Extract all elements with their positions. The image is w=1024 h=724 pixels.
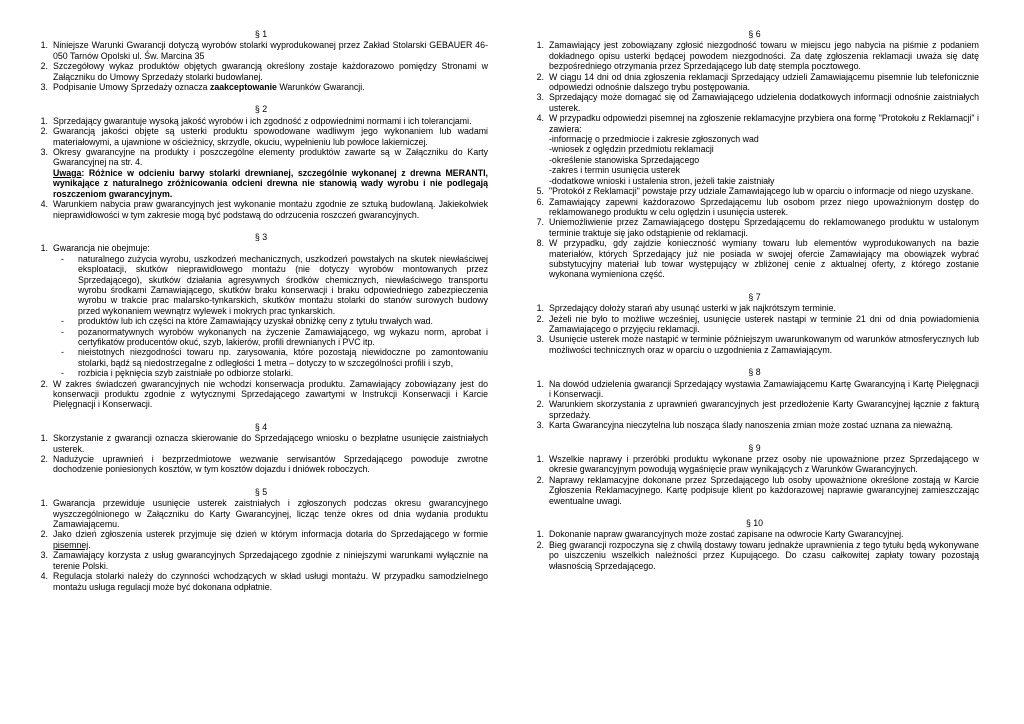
list-item [530,540,979,571]
left-column [34,29,488,592]
item-number: 4. [40,571,48,582]
list-item [530,303,979,313]
item-number: 1. [40,498,48,509]
item-number: 3. [40,82,48,93]
list-item [530,186,979,196]
item-number: 1. [536,303,544,314]
exclusion-item [53,347,488,368]
item-number: 2. [536,539,544,550]
underlined-term: pisemnej [53,539,89,550]
section [530,443,979,506]
item-text: Uniemożliwienie przez Zamawiającego dostępu Sprzedającemu do reklamowanego produktu w ustalonym terminie traktuje się jako odstąpienie od reklamacji. [549,217,979,238]
item-text: Karta Gwarancyjna nieczytelna lub nosząca ślady nanoszenia zmian może zostać uznana za nieważną. [549,420,953,431]
section-item-list [530,40,979,279]
section-heading: § 4 [254,421,268,432]
right-column [530,29,979,571]
item-text: Nadużycie uprawnień i bezprzedmiotowe wezwanie serwisantów Sprzedającego powoduje zwrotne dochodzenie poniesionych kosztów, w tym kosztów dojazdu i dniówek roboczych. [53,454,488,475]
item-text: Dokonanie napraw gwarancyjnych może zostać zapisane na odwrocie Karty Gwarancyjnej. [549,529,904,540]
item-text: Regulacja stolarki należy do czynności wchodzących w skład usługi montażu. W przypadku samodzielnego montażu usługa regulacji może być dokonana odpłatnie. [53,571,488,592]
item-text: W ciągu 14 dni od dnia zgłoszenia reklamacji Sprzedający udzieli Zamawiającemu pisemnie lub telefonicznie odpowiedzi odnośnie dalszego trybu postępowania. [549,71,979,93]
list-item [34,40,488,61]
note-text: : Różnice w odcieniu barwy stolarki drewnianej, szczególnie wykonanej z drewna MERANTI, wynikające z naturalnego zróżnicowania odcieni drewna nie stanowią wady wyrobu i nie podlegają roszczeniom gwarancyjnym. [53,167,488,199]
item-number: 2. [536,474,544,485]
exclusion-item [53,327,488,348]
list-item [530,72,979,93]
section [34,422,488,475]
exclusion-text: produktów lub ich części na które Zamawiający uzyskał obniżkę ceny z tytułu trwałych wad. [78,316,433,327]
protocol-content-line: -informację o przedmiocie i zakresie zgłoszonych wad [549,134,759,145]
item-text-tail: Warunków Gwarancji. [276,82,365,93]
item-text: "Protokół z Reklamacji" powstaje przy udziale Zamawiającego lub w oparciu o informacje od niego uzyskane. [549,186,974,197]
item-text: W przypadku, gdy zajdzie konieczność wymiany towaru lub elementów wyprodukowanych na bazie materiałów, których Sprzedający już nie posiada w swojej ofercie Zamawiający ma obowiązek wybrać substytucyjny materiał lub towar występujący w zbliżonej cenie z aktualnej oferty, z którego zostanie wykonana wymieniona część. [549,238,979,280]
item-number: 1. [40,243,48,254]
item-number: 3. [536,334,544,345]
dash-bullet: - [61,316,64,327]
list-item [530,314,979,335]
section [530,518,979,571]
section [34,104,488,219]
list-item [34,126,488,147]
item-text: Sprzedający gwarantuje wysoką jakość wyrobów i ich zgodność z odpowiednimi normami i ich tolerancjami. [53,115,472,126]
exclusion-item [53,368,488,378]
item-text: Niniejsze Warunki Gwarancji dotyczą wyrobów stolarki wyprodukowanej przez Zakład Stolarski GEBAUER 46-050 Tarnów Opolski ul. Św. Marcina 35 [53,40,488,61]
item-text: Wszelkie naprawy i przeróbki produktu wykonane przez osoby nie upoważnione przez Sprzedającego w okresie gwarancyjnym powodują wygaśnięcie praw wynikających z Warunków Gwarancyjnych. [549,454,979,475]
item-number: 7. [536,217,544,228]
exclusion-item [53,254,488,316]
dash-bullet: - [61,253,64,264]
item-text-tail: . [88,539,91,550]
item-text: Usunięcie usterek może nastąpić w terminie późniejszym uwarunkowanym od warunków atmosferycznych lub możliwości technicznych oraz w oparciu o uzgodnienia z Zamawiającym. [549,334,979,355]
section-item-list [530,529,979,571]
list-item [34,454,488,475]
section [530,29,979,280]
note-label: Uwaga [53,167,82,178]
list-item [530,399,979,420]
list-item [34,82,488,92]
item-number: 1. [536,378,544,389]
item-text: Bieg gwarancji rozpoczyna się z chwilą dostawy towaru jednakże uprawnienia z tego tytułu będą wykonywane po uiszczeniu wszelkich należności przez Kupującego. Do czasu całkowitej zapłaty towary pozostają własnością Sprzedającego. [549,539,979,571]
dash-bullet: - [61,347,64,358]
section-item-list [34,243,488,410]
section [34,29,488,92]
list-item [34,529,488,550]
item-text: Szczegółowy wykaz produktów objętych gwarancją określony zostaje każdorazowo pomiędzy Stronami w Załączniku do Umowy Sprzedaży stolarki budowlanej. [53,61,488,82]
section-item-list [34,40,488,92]
item-text: Warunkiem nabycia praw gwarancyjnych jest wykonanie montażu zgodnie ze sztuką budowlaną. Jakiekolwiek nieprawidłowości w tym zakresie mogą być podstawą do odrzucenia roszczeń gwarancyjnych. [53,199,488,220]
item-text: Zamawiający jest zobowiązany zgłosić niezgodność towaru w miejscu jego nabycia na piśmie z podaniem dokładnego opisu usterki będącej powodem niezgodności. Za datę zgłoszenia reklamacji uważa się datę bezpośredniego otrzymania przez Sprzedającego lub datę stempla pocztowego. [549,40,979,72]
section-item-list [34,498,488,592]
item-text: Zamawiający zapewni każdorazowo Sprzedającemu lub osobom przez niego upoważnionym dostęp do reklamowanego produktu w celu oględzin i usunięcia usterek. [549,196,979,217]
list-item [530,217,979,238]
item-number: 1. [536,454,544,465]
section-item-list [530,454,979,506]
list-item [530,420,979,430]
section-item-list [34,116,488,220]
exclusion-item [53,316,488,326]
list-item [530,454,979,475]
item-number: 5. [536,186,544,197]
section [530,292,979,355]
item-number: 2. [40,454,48,465]
exclusion-list [53,254,488,379]
list-item [34,379,488,410]
section-heading: § 3 [254,231,268,242]
item-text: Zamawiający korzysta z usług gwarancyjnych Sprzedającego zgodnie z niniejszymi warunkami wyłącznie na terenie Polski. [53,550,488,571]
item-number: 2. [536,399,544,410]
item-number: 2. [40,378,48,389]
item-text: Naprawy reklamacyjne dokonane przez Sprzedającego lub osoby upoważnione określone zostają w Karcie Zgłoszenia Reklamacyjnego. Kartę podpisuje klient po każdorazowej naprawie gwarancyjnej zamieszczając ewentualne uwagi. [549,474,979,506]
section-heading: § 8 [748,367,761,378]
section-heading: § 1 [254,29,268,39]
item-number: 2. [40,529,48,540]
item-number: 2. [536,71,544,82]
item-number: 3. [40,550,48,561]
dash-bullet: - [61,326,64,337]
list-item [530,113,979,186]
section-heading: § 2 [254,104,268,115]
list-item [530,197,979,218]
exclusion-text: naturalnego zużycia wyrobu, uszkodzeń mechanicznych, uszkodzeń powstałych na skutek niewłaściwej eksploatacji, skutków nieprawidłowego montażu (nie dotyczy wyrobów montowanych przez Sprzedającego), skutków działania agresywnych środków chemicznych, niewłaściwego transportu wyrobu środkami Zamawiającego, skutków braku konserwacji i braku odpowiedniego zabezpieczenia wyrobu w trakcie prac malarsko-tynkarskich, skutków montażu stolarki do stanów surowych budowy przed wykonaniem wewnątrz wylewek i mokrych prac tynkarskich. [78,253,488,316]
item-text: Jeżeli nie było to możliwe wcześniej, usunięcie usterek nastąpi w terminie 21 dni od dnia powiadomienia Zamawiającego o przyjęciu reklamacji. [549,313,979,334]
list-item [34,498,488,529]
section [34,232,488,410]
item-number: 2. [536,313,544,324]
section [530,367,979,430]
item-number: 3. [536,92,544,103]
item-text: Sprzedający dołoży starań aby usunąć usterki w jak najkrótszym terminie. [549,303,836,314]
item-number: 8. [536,238,544,249]
list-item [34,116,488,126]
exclusion-text: nieistotnych niezgodności towaru np. zarysowania, które pozostają niewidoczne po zamontowaniu stolarki, bądź są niedostrzegalne z odległości 1 metra – dotyczy to w szczególności profili i szyb, [78,347,488,368]
protocol-content-line: -wniosek z oględzin przedmiotu reklamacji [549,144,714,155]
item-text: Sprzedający może domagać się od Zamawiającego udzielenia dodatkowych informacji odnośnie zaistniałych usterek. [549,92,979,113]
list-item [34,147,488,199]
section-item-list [530,303,979,355]
bold-term: zaakceptowanie [209,82,277,93]
item-number: 1. [40,40,48,51]
list-item [530,379,979,400]
exclusion-text: rozbicia i pęknięcia szyb zaistniałe po odbiorze stolarki. [78,368,294,379]
item-text: Jako dzień zgłoszenia usterek przyjmuje się dzień w którym informacja dotarła do Sprzedającego w formie [53,529,488,540]
item-text: W zakres świadczeń gwarancyjnych nie wchodzi konserwacja produktu. Zamawiający zobowiązany jest do konserwacji produktu zgodnie z wytycznymi Sprzedającego zawartymi w Instrukcji Konserwacji i Karcie Pielęgnacji i Konserwacji. [53,378,488,410]
item-text: Gwarancją jakości objęte są usterki produktu spowodowane wadliwym jego wykonaniem lub wadami materiałowymi, a ujawnione w ościeżnicy, skrzydle, okuciu, wypełnieniu lub powłoce lakierniczej. [53,126,488,147]
exclusion-text: pozanormatywnych wyrobów wykonanych na życzenie Zamawiającego, wg wykazu norm, aprobat i certyfikatów producentów okuć, szyb, lakierów, profili drewnianych i PVC itp. [78,326,488,347]
section-item-list [34,433,488,475]
list-item [530,334,979,355]
item-number: 2. [40,61,48,72]
note-block [53,168,488,199]
section [34,487,488,592]
item-number: 1. [536,529,544,540]
protocol-content-line: -zakres i termin usunięcia usterek [549,165,681,176]
item-number: 1. [536,40,544,51]
list-item [34,243,488,378]
section-item-list [530,379,979,431]
item-number: 3. [536,420,544,431]
list-item [530,475,979,506]
list-item [530,238,979,280]
item-number: 1. [40,433,48,444]
list-item [34,571,488,592]
item-text: Gwarancja przewiduje usunięcie usterek zaistniałych i zgłoszonych podczas okresu gwarancyjnego wyszczególnionego w Załączniku do Karty Gwarancyjnej, licząc tenże okres od dnia wydania produktu Zamawiającemu. [53,498,488,530]
item-text: Okresy gwarancyjne na produkty i poszczególne elementy produktów zawarte są w Załączniku do Karty Gwarancyjnej na str. 4. [53,147,488,168]
list-item [34,61,488,82]
item-number: 3. [40,147,48,158]
item-text: Podpisanie Umowy Sprzedaży oznacza [53,82,210,93]
item-text: Na dowód udzielenia gwarancji Sprzedający wystawia Zamawiającemu Kartę Gwarancyjną i Kartę Pielęgnacji i Konserwacji. [549,378,979,399]
list-item [530,529,979,539]
dash-bullet: - [61,368,64,379]
item-number: 1. [40,115,48,126]
item-number: 4. [536,113,544,124]
item-number: 2. [40,126,48,137]
item-text: Warunkiem skorzystania z uprawnień gwarancyjnych jest przedłożenie Karty Gwarancyjnej łącznie z fakturą sprzedaży. [549,399,979,420]
protocol-content-line: -dodatkowe wnioski i ustalenia stron, jeżeli takie zaistniały [549,175,775,186]
section-heading: § 6 [748,29,761,39]
item-text: Gwarancja nie obejmuje: [53,243,150,254]
section-heading: § 9 [748,442,761,453]
section-heading: § 7 [748,291,761,302]
list-item [34,199,488,220]
item-text: W przypadku odpowiedzi pisemnej na zgłoszenie reklamacyjne przybiera ona formę "Protokołu z Reklamacji" i zawiera: [549,113,979,134]
list-item [530,40,979,71]
section-heading: § 5 [254,486,268,497]
list-item [34,433,488,454]
section-heading: § 10 [745,518,764,529]
list-item [530,92,979,113]
item-number: 4. [40,199,48,210]
item-number: 6. [536,196,544,207]
list-item [34,550,488,571]
protocol-content-line: -określenie stanowiska Sprzedającego [549,154,700,165]
item-text: Skorzystanie z gwarancji oznacza skierowanie do Sprzedającego wniosku o bezpłatne usunięcie zaistniałych usterek. [53,433,488,454]
